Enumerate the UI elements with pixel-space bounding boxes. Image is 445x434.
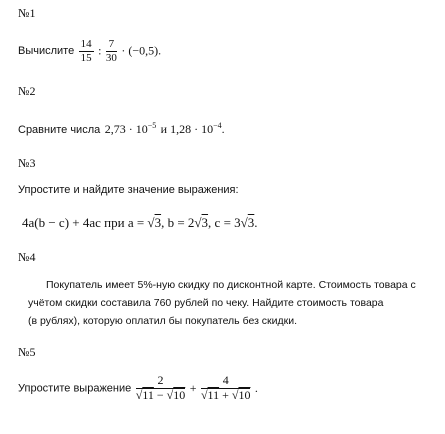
fraction-denominator: √ 11 + √ 10 — [201, 389, 251, 403]
fraction-numerator: 7 — [106, 38, 117, 52]
fraction-7-30 — [106, 38, 117, 64]
task-1-prompt: Вычислите — [18, 45, 75, 58]
task-4-line-1: Покупатель имеет 5%-ную скидку по дисконтной карте. Стоимость товара с — [46, 279, 416, 291]
task-3-number: №3 — [18, 156, 36, 170]
task-5-end: . — [254, 380, 258, 395]
task-1 — [18, 38, 161, 64]
task-2-number: №2 — [18, 84, 36, 98]
fraction-denominator: 30 — [105, 51, 117, 64]
task-2-value-1: $2,73 \cdot 10^{-5}$ — [104, 121, 157, 136]
task-3-expression: 4a(b − c) + 4ac при a = √ 3, b = 2√ 3, c = 3√ 3. — [22, 215, 258, 231]
task-4-line-2: учётом скидки составила 760 рублей по чеку. Найдите стоимость товара — [28, 297, 384, 309]
fraction-numerator: 2 — [136, 374, 186, 389]
task-2-prompt: Сравните числа — [18, 124, 101, 136]
exponent: −5 — [147, 121, 157, 130]
task-5-number: №5 — [18, 345, 36, 359]
fraction-numerator: 4 — [201, 374, 251, 389]
task-5-prompt: Упростите выражение — [18, 382, 132, 395]
fraction-denominator: √ 11 − √ 10 — [136, 389, 186, 403]
task-1-expression-tail: · (−0,5). — [121, 43, 162, 58]
task-5 — [18, 374, 258, 403]
exponent: −4 — [213, 121, 222, 130]
task-3-prompt: Упростите и найдите значение выражения: — [18, 184, 239, 196]
task-2 — [18, 120, 225, 138]
fraction-2-over-root-diff — [136, 374, 186, 403]
task-1-number: №1 — [18, 6, 36, 20]
fraction-4-over-root-sum — [201, 374, 251, 403]
task-2-value-2: и $1,28 \cdot 10^{-4}$. — [160, 121, 225, 136]
task-4-line-3: (в рублях), которую оплатил бы покупатель без скидки. — [28, 315, 298, 327]
fraction-14-15 — [79, 38, 94, 64]
fraction-numerator: 14 — [80, 38, 92, 50]
fraction-denominator: 15 — [80, 51, 92, 64]
plus-operator: + — [189, 380, 197, 395]
colon-operator: : — [98, 43, 102, 58]
task-4-number: №4 — [18, 250, 36, 264]
